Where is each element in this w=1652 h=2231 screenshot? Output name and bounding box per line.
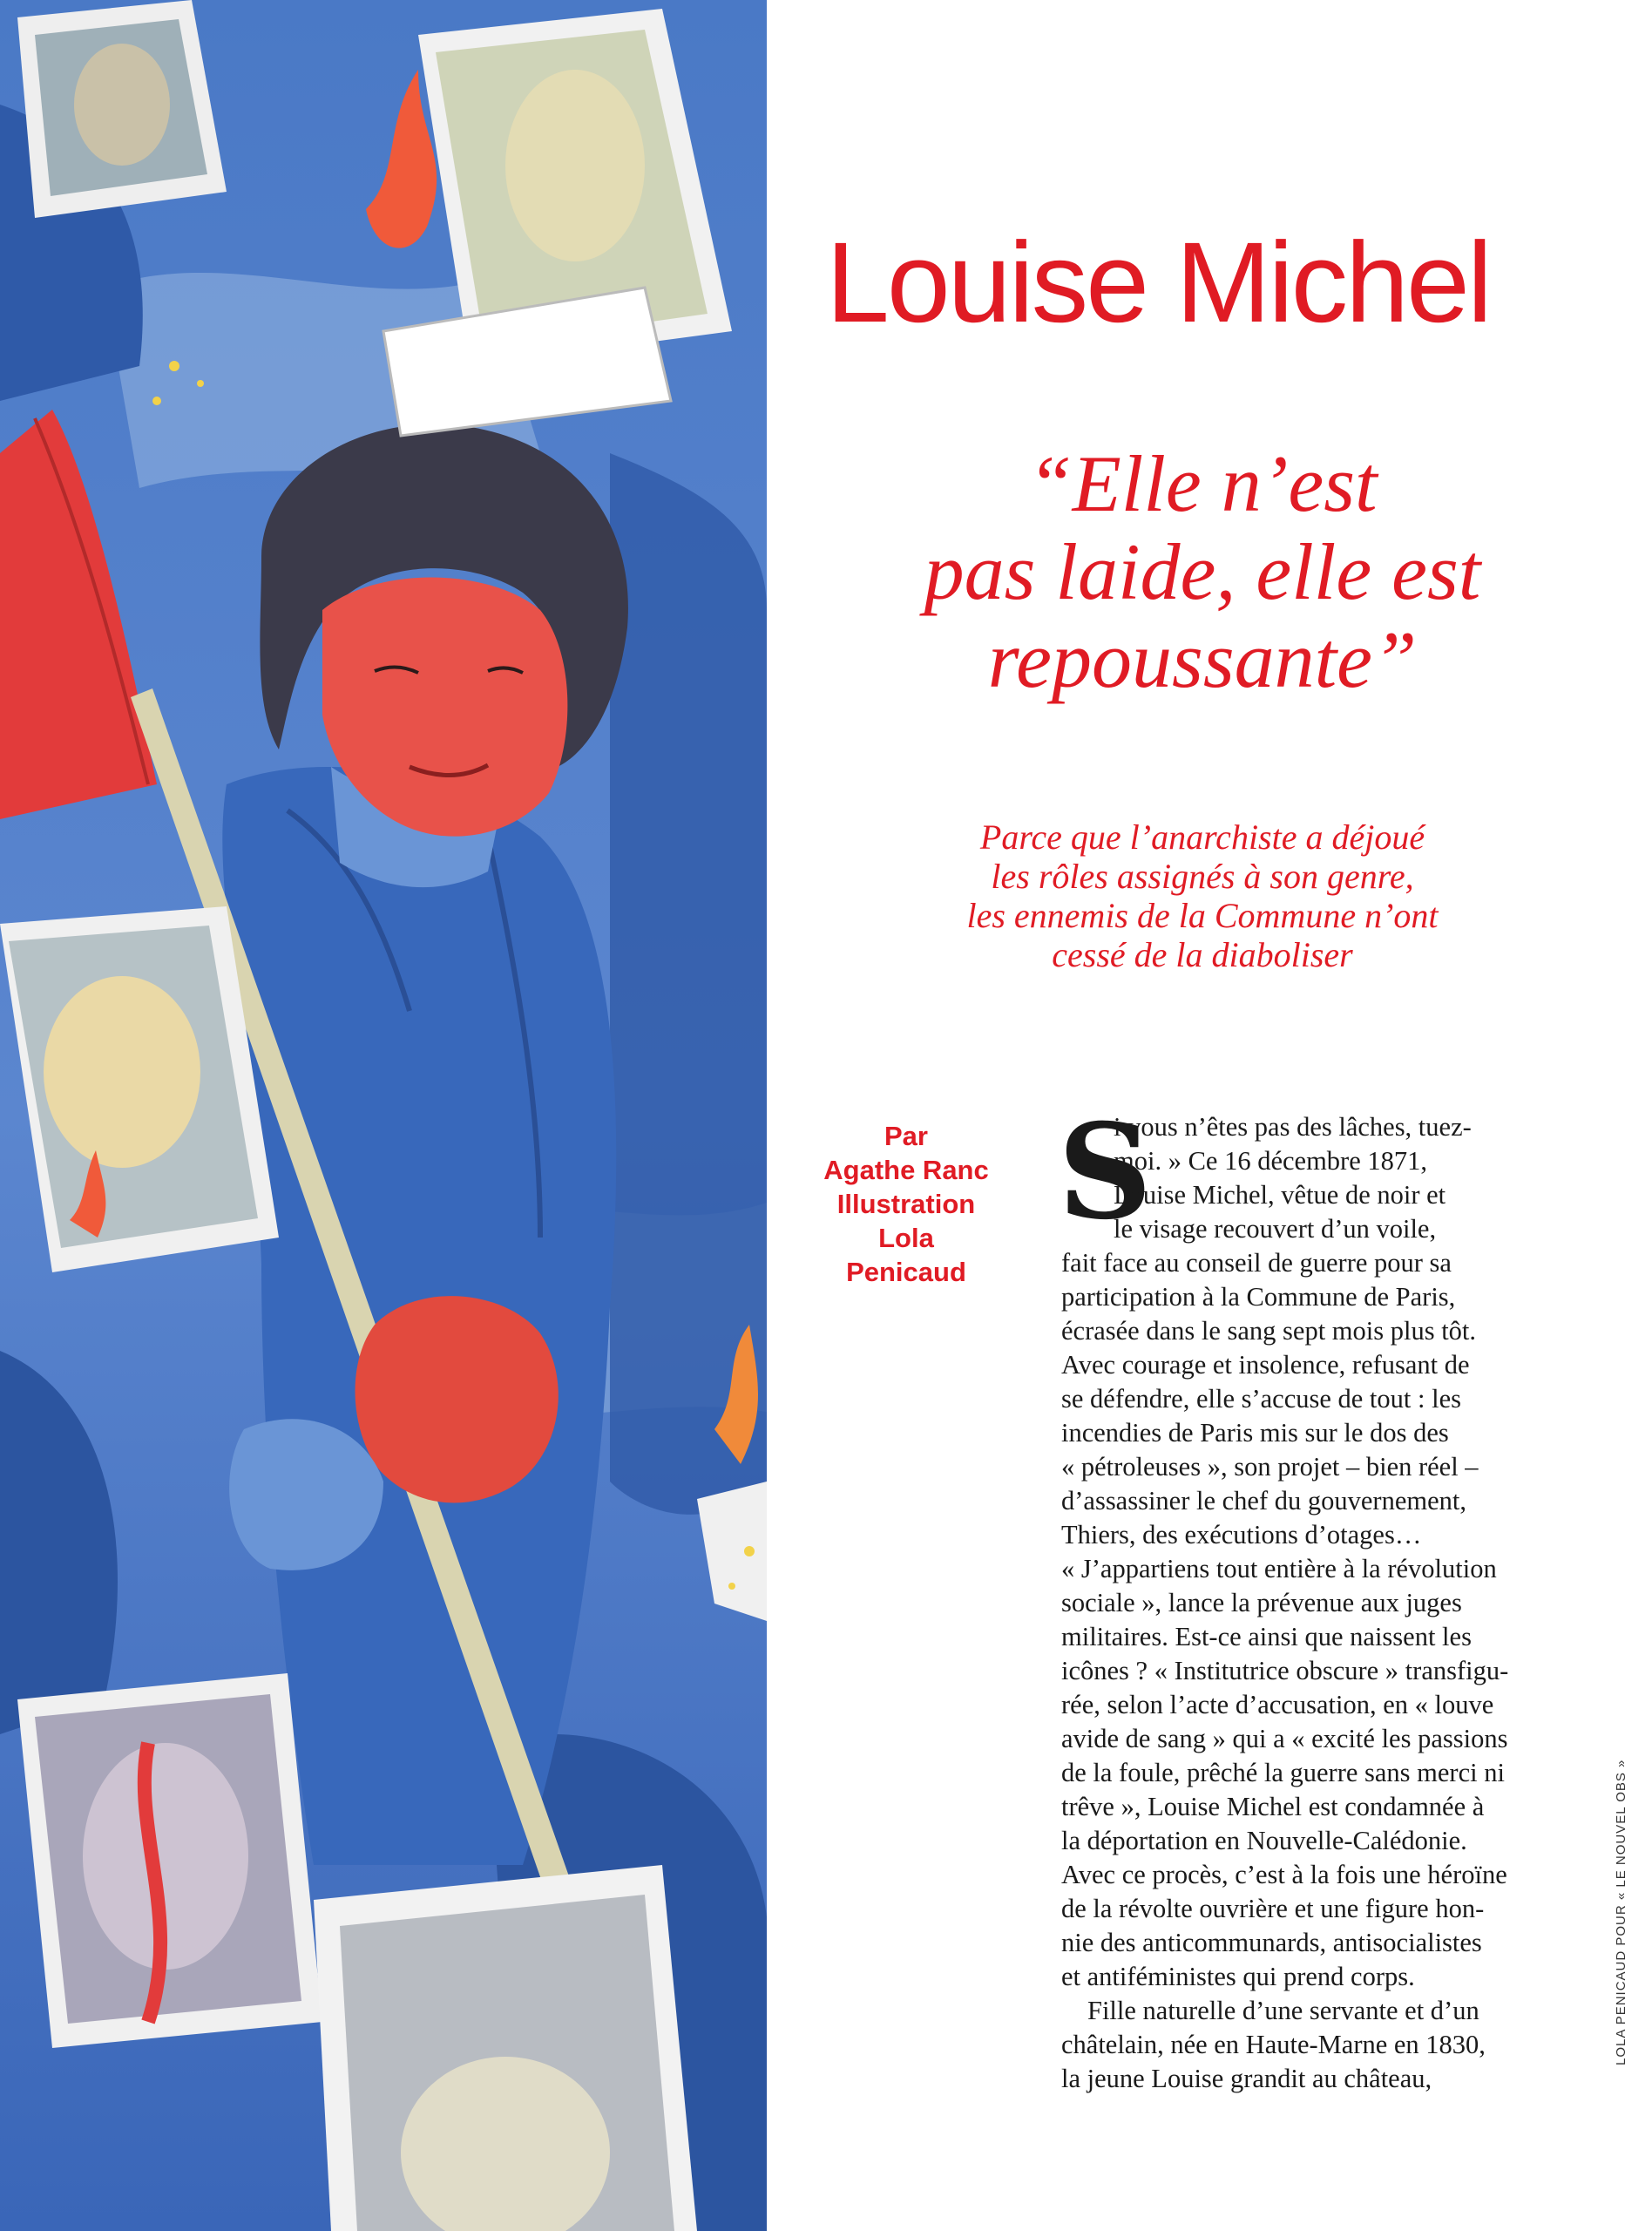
body-line: avide de sang » qui a « excité les passions [1061,1724,1508,1753]
portrait-photo-bottom-left [17,1673,322,2048]
byline-line: Illustration [836,1189,976,1219]
standfirst-line: les ennemis de la Commune n’ont [966,896,1439,935]
article-title: Louise Michel [826,218,1490,346]
illustration-louise-michel [0,0,767,2231]
pull-quote-line: “Elle n’est [1027,439,1378,528]
body-line: Avec courage et insolence, refusant de [1061,1350,1470,1380]
body-line: Thiers, des exécutions d’otages… [1061,1520,1422,1549]
body-line: se défendre, elle s’accuse de tout : les [1061,1384,1461,1414]
pull-quote-line: repoussante” [987,615,1418,704]
byline-line: Par [884,1121,928,1151]
portrait-photo-top-left [17,0,227,218]
body-line: participation à la Commune de Paris, [1061,1282,1456,1312]
body-line: écrasée dans le sang sept mois plus tôt. [1061,1316,1477,1346]
body-line: fait face au conseil de guerre pour sa [1061,1248,1452,1278]
portrait-photo-bottom-right [314,1865,697,2231]
body-line: i vous n’êtes pas des lâches, tuez- [1114,1112,1472,1142]
figure-hand [355,1296,559,1502]
body-line: la jeune Louise grandit au château, [1061,2064,1432,2093]
body-line: incendies de Paris mis sur le dos des [1061,1418,1449,1448]
photo-credit: LOLA PENICAUD POUR « LE NOUVEL OBS » [1614,1759,1628,2065]
article-body [1061,1110,1584,2096]
body-line: sociale », lance la prévenue aux juges [1061,1588,1462,1617]
standfirst-line: les rôles assignés à son genre, [991,857,1414,896]
body-line: châtelain, née en Haute-Marne en 1830, [1061,2030,1486,2059]
standfirst-line: cessé de la diaboliser [1052,935,1353,974]
body-line: trêve », Louise Michel est condamnée à [1061,1792,1485,1821]
byline-line: Lola [878,1223,934,1253]
pull-quote [836,440,1568,704]
body-line: militaires. Est-ce ainsi que naissent les [1061,1622,1472,1651]
body-line: Fille naturelle d’une servante et d’un [1087,1996,1479,2025]
body-line: Louise Michel, vêtue de noir et [1114,1180,1446,1210]
drop-cap: S [1058,1095,1153,1249]
body-line: icônes ? « Institutrice obscure » transfigu- [1061,1656,1509,1685]
standfirst [836,817,1568,974]
body-line: et antiféministes qui prend corps. [1061,1962,1415,1991]
body-line: « J’appartiens tout entière à la révolution [1061,1554,1497,1583]
byline-line: Agathe Ranc [823,1155,989,1185]
body-line: la déportation en Nouvelle-Calédonie. [1061,1826,1467,1855]
standfirst-line: Parce que l’anarchiste a déjoué [979,817,1425,857]
body-line: rée, selon l’acte d’accusation, en « louve [1061,1690,1494,1719]
body-line: moi. » Ce 16 décembre 1871, [1114,1146,1427,1176]
body-line: de la révolte ouvrière et une figure hon- [1061,1894,1485,1923]
byline-line: Penicaud [846,1257,966,1287]
body-line: « pétroleuses », son projet – bien réel – [1061,1452,1479,1482]
body-line: d’assassiner le chef du gouvernement, [1061,1486,1466,1516]
body-line: Avec ce procès, c’est à la fois une héroïne [1061,1860,1507,1889]
body-line: de la foule, prêché la guerre sans merci ni [1061,1758,1505,1787]
pull-quote-line: pas laide, elle est [924,527,1481,616]
byline [784,1119,1028,1289]
body-line: le visage recouvert d’un voile, [1114,1214,1437,1244]
body-line: nie des anticommunards, antisocialistes [1061,1928,1482,1957]
